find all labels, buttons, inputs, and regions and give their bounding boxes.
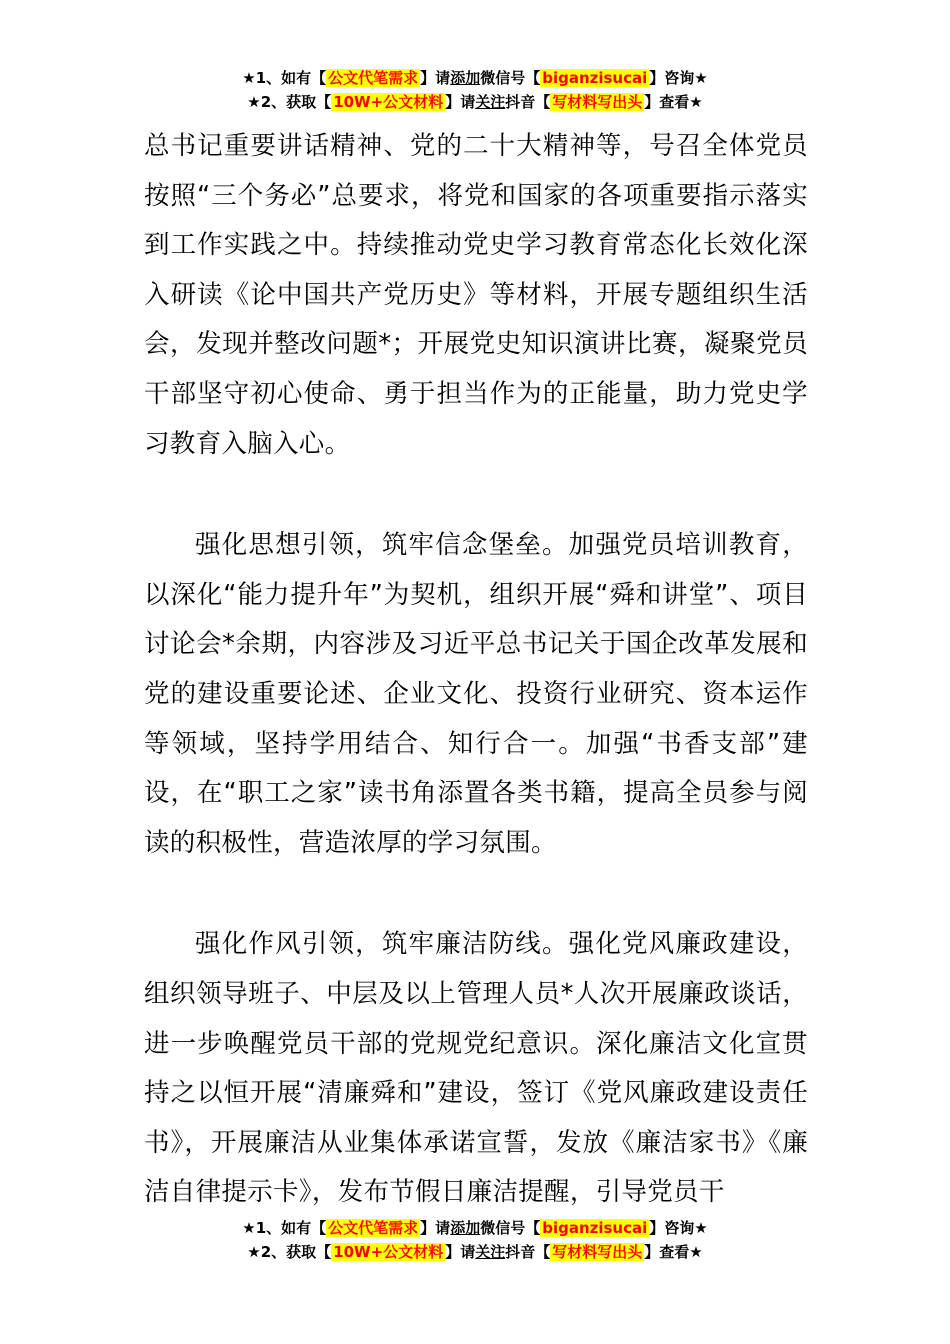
paragraph-style-guidance: 强化作风引领，筑牢廉洁防线。强化党风廉政建设，组织领导班子、中层及以上管理人员*人次开展廉政谈话，进一步唤醒党员干部的党规党纪意识。深化廉洁文化宣贯持之以恒开展“清廉舜和”建设，签订《党风廉政建设责任书》，开展廉洁从业集体承诺宣誓，发放《廉洁家书》《廉洁自律提示卡》，发布节假日廉洁提醒，引导党员干	[144, 929, 808, 1208]
document-body	[144, 122, 808, 1218]
banner-highlight: 10W+公文材料	[333, 1243, 444, 1261]
paragraph-ideological-guidance: 强化思想引领，筑牢信念堡垒。加强党员培训教育，以深化“能力提升年”为契机，组织开展“舜和讲堂”、项目讨论会*余期，内容涉及习近平总书记关于国企改革发展和党的建设重要论述、企业文化、投资行业研究、资本运作等领域，坚持学用结合、知行合一。加强“书香支部”建设，在“职工之家”读书角添置各类书籍，提高全员参与阅读的积极性，营造浓厚的学习氛围。	[144, 530, 808, 858]
banner-line-2	[0, 90, 950, 114]
banner-text: 抖音【	[505, 93, 551, 111]
header-banner	[0, 66, 950, 114]
banner-text: 】请	[445, 1243, 476, 1261]
banner-text: 】请	[420, 1219, 451, 1237]
banner-text: 抖音【	[505, 1243, 551, 1261]
footer-banner	[0, 1216, 950, 1264]
banner-line-2	[0, 1240, 950, 1264]
banner-underlined-text: 关注	[475, 93, 506, 111]
banner-line-1	[0, 1216, 950, 1240]
banner-underlined-text: 关注	[475, 1243, 506, 1261]
banner-text: 】咨询★	[649, 69, 708, 87]
banner-highlight: biganzisucai	[542, 1219, 648, 1237]
banner-highlight: 写材料写出头	[552, 93, 643, 111]
banner-text: ★2、获取【	[247, 1243, 332, 1261]
banner-text: 微信号【	[480, 1219, 541, 1237]
paragraph-continuation: 总书记重要讲话精神、党的二十大精神等，号召全体党员按照“三个务必”总要求，将党和国家的各项重要指示落实到工作实践之中。持续推动党史学习教育常态化长效化深入研读《论中国共产党历史》等材料，开展专题组织生活会，发现并整改问题*；开展党史知识演讲比赛，凝聚党员干部坚守初心使命、勇于担当作为的正能量，助力党史学习教育入脑入心。	[144, 131, 808, 459]
banner-text: 】查看★	[644, 1243, 703, 1261]
banner-highlight: biganzisucai	[542, 69, 648, 87]
paragraph-spacer	[144, 868, 808, 920]
banner-highlight: 公文代笔需求	[328, 69, 419, 87]
banner-highlight: 10W+公文材料	[333, 93, 444, 111]
paragraph-spacer	[144, 469, 808, 521]
banner-text: 】请	[420, 69, 451, 87]
banner-text: 】请	[445, 93, 476, 111]
banner-underlined-text: 添加	[450, 69, 481, 87]
banner-highlight: 写材料写出头	[552, 1243, 643, 1261]
banner-underlined-text: 添加	[450, 1219, 481, 1237]
banner-text: 】查看★	[644, 93, 703, 111]
banner-highlight: 公文代笔需求	[328, 1219, 419, 1237]
banner-text: 】咨询★	[649, 1219, 708, 1237]
banner-text: ★1、如有【	[242, 69, 327, 87]
banner-text: 微信号【	[480, 69, 541, 87]
banner-text: ★2、获取【	[247, 93, 332, 111]
banner-line-1	[0, 66, 950, 90]
banner-text: ★1、如有【	[242, 1219, 327, 1237]
